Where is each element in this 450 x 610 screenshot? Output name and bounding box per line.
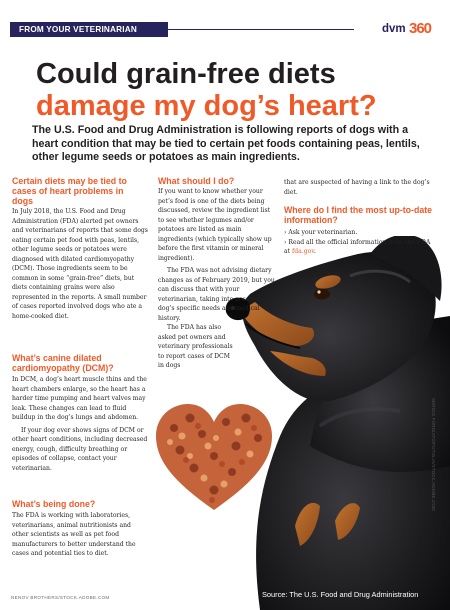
- info-item-fda: [284, 238, 434, 257]
- paragraph: The FDA has also asked pet owners and veterinary professionals to report cases of DCM in dogs: [158, 324, 233, 369]
- section-body-continued: [284, 178, 434, 197]
- section-body-being-done: [12, 511, 149, 559]
- paragraph: The FDA was not advising dietary changes as of February 2019, but you can discuss that with your veterinarian, taking into account your dog’s specific needs and medical history.: [158, 267, 276, 322]
- kibble-heart-photo: [150, 398, 278, 516]
- logo-number: 360: [409, 20, 432, 37]
- paragraph: The FDA is working with laboratories, veterinarians, animal nutritionists and other scientists as well as pet food manufacturers to better understand the cases and potential ties to diet.: [12, 512, 136, 557]
- info-item-fda-text: › Read all the official information from the FDA at: [284, 238, 431, 255]
- paragraph: In July 2018, the U.S. Food and Drug Administration (FDA) alerted pet owners and veterinarians of reports that some dogs eating certain pet food with peas, lentils, other legume seeds or potatoes were diagnosed with dilated cardiomyopathy (DCM). Those ingredients seem to be common in some “grain-free” diets, but diets containing grains were also represented in the reports. A small number of cases reported involved dogs who ate a home-cooked diet.: [12, 208, 148, 320]
- source-note: Source: The U.S. Food and Drug Administration: [262, 590, 419, 599]
- paragraph: If you want to know whether your pet’s food is one of the diets being discussed, review the ingredient list to see whether legumes and/or potatoes are listed as main ingredients (which typically show up before the first vitamin or mineral ingredient).: [158, 188, 272, 262]
- photo-credit-dog: SERGIO FORGIATO/FOTOLIA/STOCK.ADOBE.COM: [431, 398, 436, 511]
- headline-line-2: [36, 90, 436, 122]
- paragraph: that are suspected of having a link to the dog’s diet.: [284, 179, 430, 196]
- headline: [36, 58, 436, 122]
- headline-line-2-start: damage my: [36, 90, 204, 122]
- headline-line-2-end: dog’s heart?: [203, 90, 377, 122]
- lede-paragraph: The U.S. Food and Drug Administration is following reports of dogs with a heart condition that may be tied to certain pet foods containing peas, lentils, other legume seeds or potatoes as main ingredients.: [32, 124, 420, 163]
- section-heading-more-info: Where do I find the most up-to-date information?: [284, 205, 433, 225]
- headline-line-1: Could grain-free diets: [36, 58, 336, 90]
- info-item-ask-vet: › Ask your veterinarian.: [284, 229, 358, 236]
- section-heading-dcm: What’s canine dilated cardiomyopathy (DCM)?: [12, 353, 114, 373]
- banner-divider: [168, 29, 354, 30]
- section-body-diets: [12, 207, 149, 321]
- info-list: [284, 228, 434, 257]
- section-body-what-to-do: [158, 187, 278, 323]
- photo-credit-kibble: NENOV BROTHERS/STOCK.ADOBE.COM: [11, 595, 110, 600]
- info-item-fda-end: .: [314, 248, 316, 255]
- section-body-dcm: [12, 375, 149, 473]
- logo-text: dvm: [382, 23, 406, 35]
- section-banner: FROM YOUR VETERINARIAN: [10, 22, 168, 37]
- paragraph: In DCM, a dog’s heart muscle thins and the heart chambers enlarge, so the heart has a harder time pumping and heart valves may leak. These changes can lead to fluid buildup in the dog’s lungs and abdomen.: [12, 376, 147, 421]
- fda-link[interactable]: fda.gov: [292, 248, 315, 255]
- section-body-fda-ask: [158, 323, 236, 371]
- dvm360-logo: [382, 20, 442, 44]
- section-heading-being-done: What’s being done?: [12, 499, 96, 509]
- section-heading-diets: Certain diets may be tied to cases of heart problems in dogs: [12, 176, 127, 206]
- section-heading-what-to-do: What should I do?: [158, 176, 235, 186]
- paragraph: If your dog ever shows signs of DCM or other heart conditions, including decreased energy, cough, difficulty breathing or episodes of collapse, contact your veterinarian.: [12, 426, 148, 472]
